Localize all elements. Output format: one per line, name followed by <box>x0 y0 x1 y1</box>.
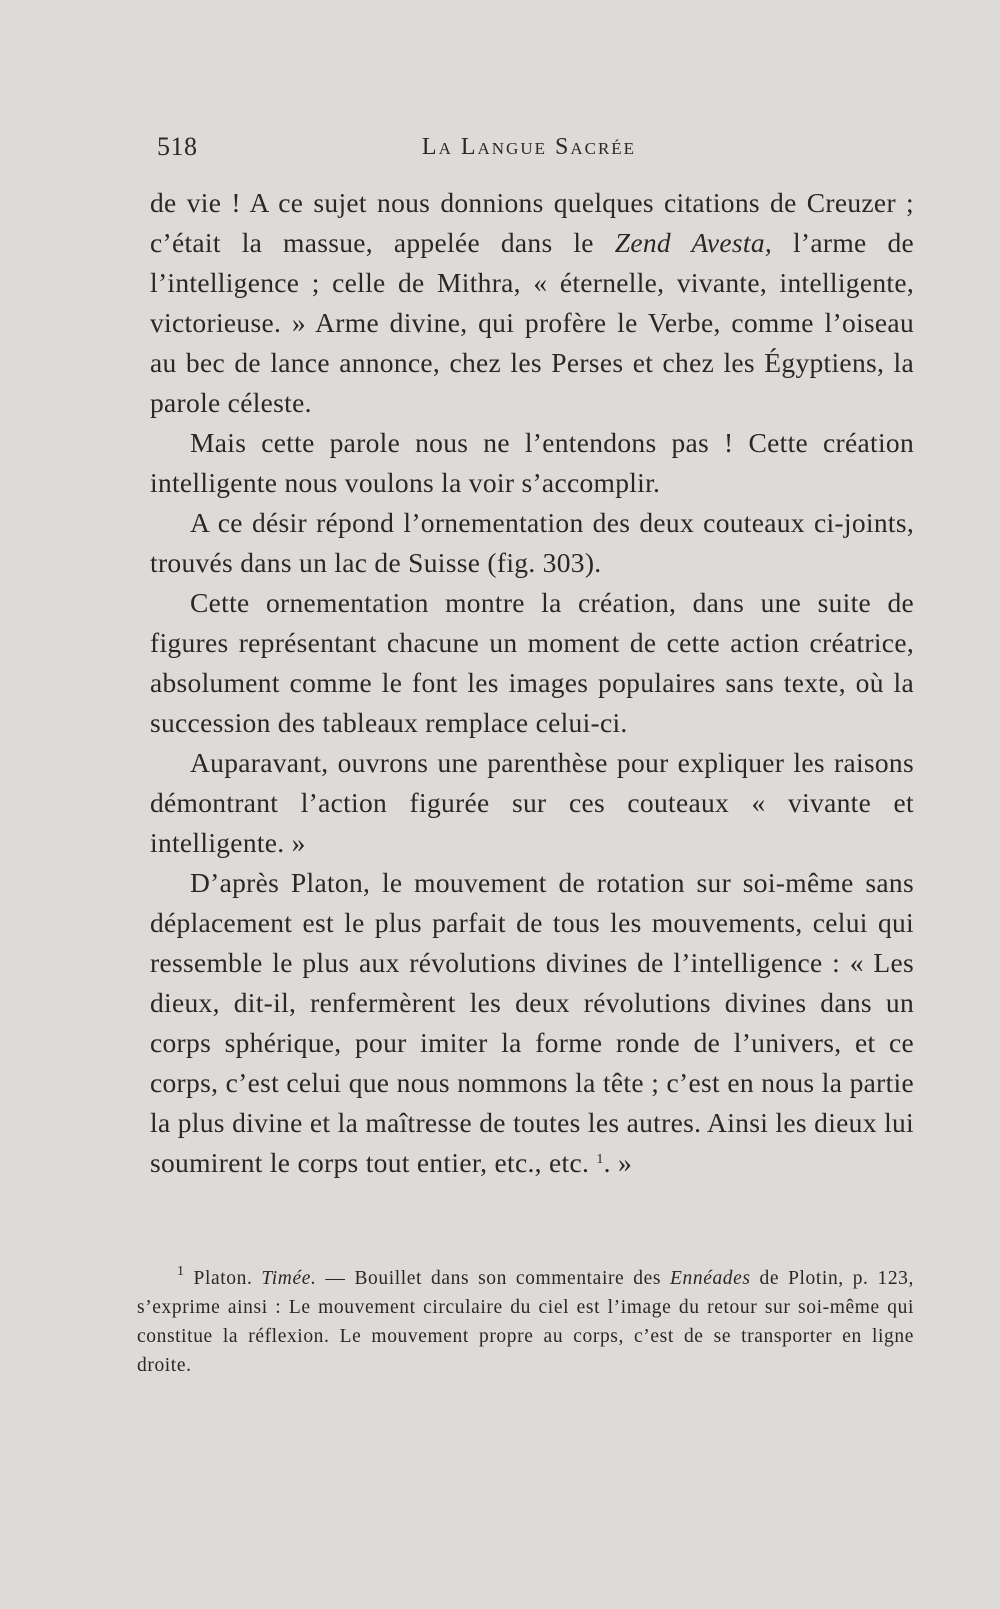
running-title: La Langue Sacrée <box>421 134 637 160</box>
footnote-text-a: Platon. <box>184 1268 262 1289</box>
paragraph-1-italic: Zend Avesta, <box>614 227 773 258</box>
footnote-reference: 1 <box>596 1152 604 1167</box>
paragraph-1-text-b: l’arme de l’intelligence ; celle de Mithra, « éternelle, vivante, intelligente, victorieuse. » Arme divine, qui profère le Verbe, comme l’oiseau au bec de lance annonce, chez les Perses et chez les Égyptiens, la parole céleste. <box>150 227 915 418</box>
paragraph-4: Cette ornementation montre la création, dans une suite de figures représentant chacune un moment de cette action créatrice, absolument comme le font les images populaires sans texte, où la succession des tableaux remplace celui-ci. <box>150 587 914 738</box>
paragraph-3: A ce désir répond l’ornementation des deux couteaux ci-joints, trouvés dans un lac de Suisse (fig. 303). <box>150 507 914 578</box>
footnote-1 <box>137 1264 914 1380</box>
paragraph-2: Mais cette parole nous ne l’entendons pas ! Cette création intelligente nous voulons la voir s’accomplir. <box>150 427 914 498</box>
footnotes <box>137 1264 914 1380</box>
paragraph-5: Auparavant, ouvrons une parenthèse pour expliquer les raisons démontrant l’action figurée sur ces couteaux « vivante et intelligente. » <box>150 747 914 858</box>
footnote-italic-title-2: Ennéades <box>669 1268 751 1289</box>
paragraph-1 <box>150 183 914 423</box>
main-text <box>150 183 914 1183</box>
footnote-marker: 1 <box>177 1264 185 1279</box>
footnote-text-b: — Bouillet dans son commentaire des <box>316 1268 670 1289</box>
paragraph-6-text-b: . » <box>603 1147 633 1178</box>
paragraph-1-text-a: de vie ! A ce sujet nous donnions quelques citations de Creuzer ; c’était la massue, appelée dans le <box>150 187 914 258</box>
paragraph-6-text-a: D’après Platon, le mouvement de rotation sur soi-même sans déplacement est le plus parfait de tous les mouvements, celui qui ressemble le plus aux révolutions divines de l’intelligence : « Les dieux, dit-il, renfermèrent les deux révolutions divines dans un corps sphérique, pour imiter la forme ronde de l’univers, et ce corps, c’est celui que nous nommons la tête ; c’est en nous la partie la plus divine et la maîtresse de toutes les autres. Ainsi les dieux lui soumirent le corps tout entier, etc., etc. <box>150 867 914 1178</box>
footnote-italic-title-1: Timée. <box>261 1268 317 1289</box>
page-header <box>157 132 901 172</box>
footnote-text-c: de Plotin, p. 123, s’exprime ainsi : Le mouvement circulaire du ciel est l’image du retour sur soi-même qui constitue la réflexion. Le mouvement propre au corps, c’est de se transporter en ligne droite. <box>137 1268 914 1376</box>
paragraph-6 <box>150 863 914 1183</box>
page-number: 518 <box>157 132 198 161</box>
